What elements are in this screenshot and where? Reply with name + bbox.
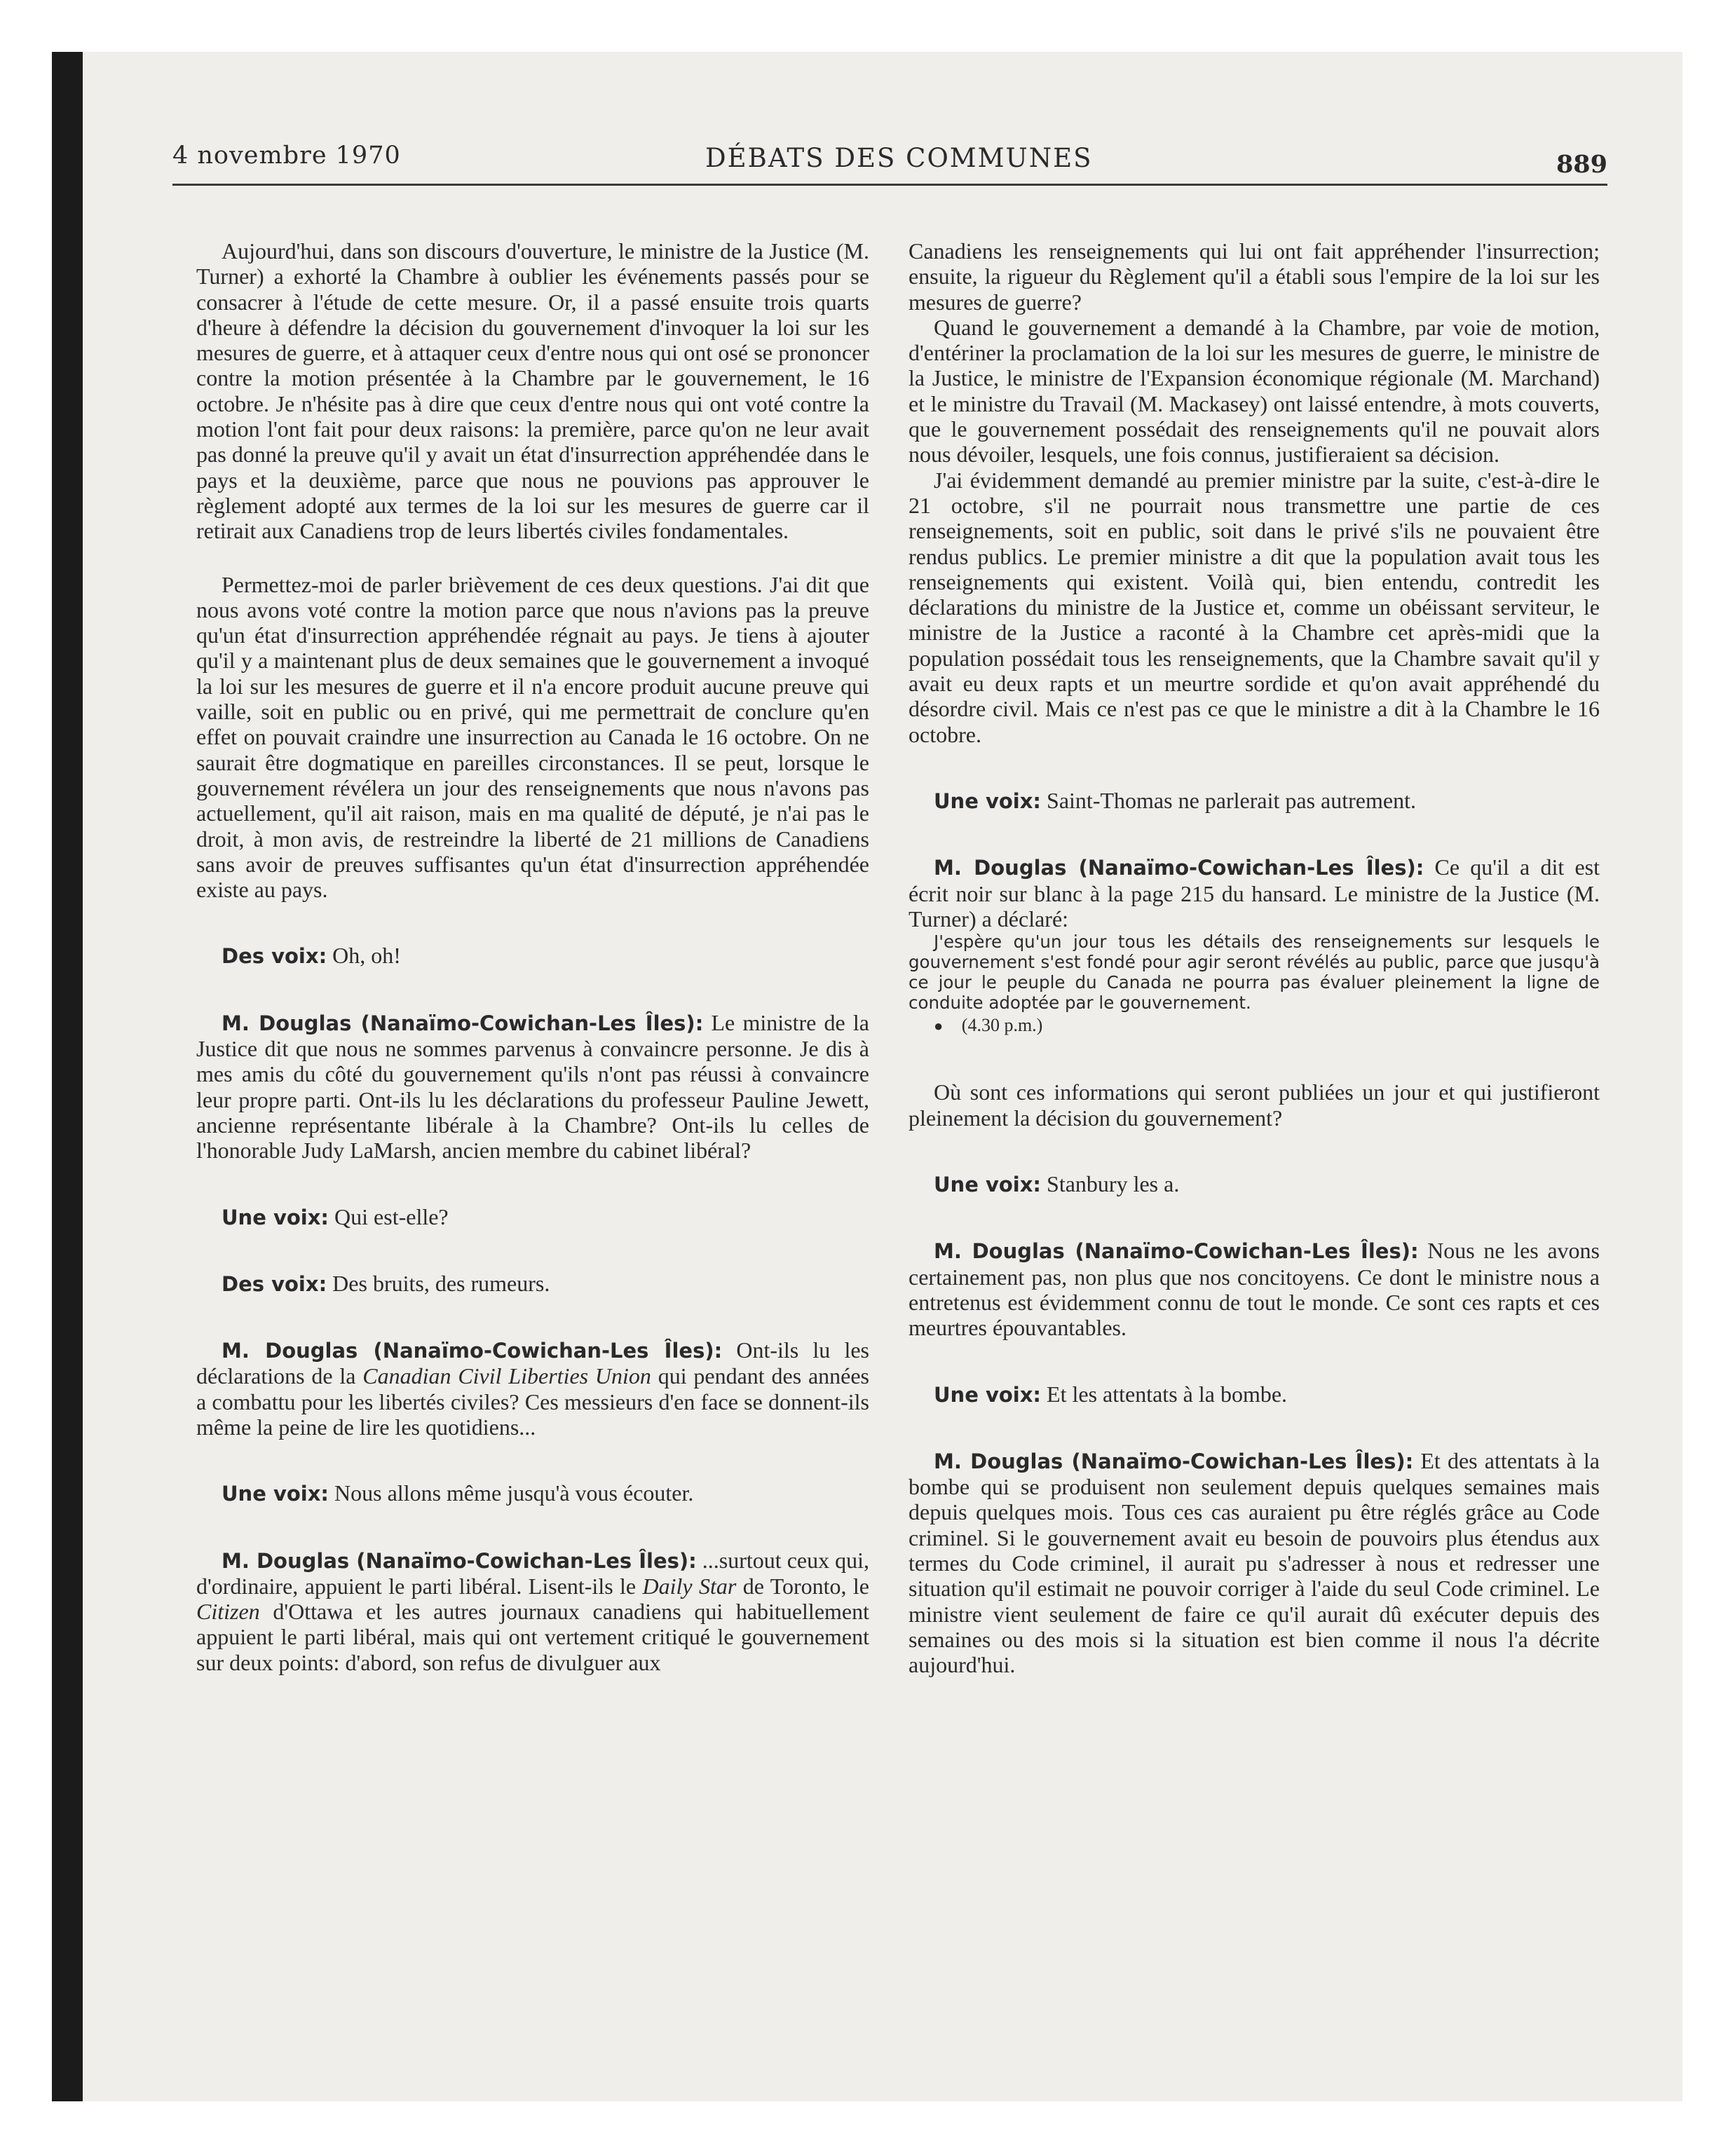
hansard-quote: J'espère qu'un jour tous les détails des renseignements sur lesquels le gouvernement s'est fondé pour agir seront révélés au public, parce que jusqu'à ce jour le peuple du Canada ne pourra pas évaluer pleinement la ligne de conduite adoptée par le gouvernement.: [909, 932, 1600, 1014]
paragraph: Où sont ces informations qui seront publiées un jour et qui justifieront pleinement la décision du gouvernement?: [909, 1079, 1600, 1131]
speech-text: ...surtout ceux qui, d'ordinaire, appuient le parti libéral. Lisent-ils le: [196, 1547, 869, 1599]
left-column: [196, 238, 869, 1675]
header-title: DÉBATS DES COMMUNES: [705, 143, 1093, 173]
speech: [196, 1271, 869, 1297]
speech-text: Et les attentats à la bombe.: [1047, 1381, 1288, 1407]
speech-text: d'Ottawa et les autres journaux canadiens qui habituellement appuient le parti libéral, mais qui ont vertement critiqué le gouvernement sur deux points: d'abord, son refus de divulguer aux: [196, 1599, 870, 1675]
speech-text: Oh, oh!: [332, 943, 401, 969]
scan-edge-shadow: [52, 52, 83, 2101]
speaker-name: Des voix:: [222, 944, 327, 969]
speaker-name: Des voix:: [222, 1271, 327, 1296]
speaker-name: Une voix:: [934, 789, 1042, 813]
speech-italic-text: Citizen: [196, 1599, 260, 1625]
speech: [909, 1381, 1600, 1407]
speech-italic-text: Daily Star: [642, 1573, 737, 1599]
speaker-name: M. Douglas (Nanaïmo-Cowichan-Les Îles):: [934, 1239, 1419, 1264]
speech-italic-text: Canadian Civil Liberties Union: [362, 1363, 651, 1389]
speaker-name: M. Douglas (Nanaïmo-Cowichan-Les Îles):: [222, 1548, 697, 1573]
page-header: [172, 142, 1607, 186]
right-column: [909, 238, 1600, 1677]
time-marker: [909, 1013, 1600, 1039]
speech-text: Le ministre de la Justice dit que nous ne sommes parvenus à convaincre personne. Je dis à mes amis du côté du gouvernement qu'ils n'ont pas réussi à convaincre leur propre parti. Ont-ils lu les déclarations du professeur Pauline Jewett, ancienne représentante libérale à la Chambre? Ont-ils lu celles de l'honorable Judy LaMarsh, ancien membre du cabinet libéral?: [196, 1009, 870, 1164]
speaker-name: M. Douglas (Nanaïmo-Cowichan-Les Îles):: [934, 1449, 1414, 1473]
paragraph: Aujourd'hui, dans son discours d'ouverture, le ministre de la Justice (M. Turner) a exhorté la Chambre à oublier les événements passés pour se consacrer à l'étude de cette mesure. Or, il a passé ensuite trois quarts d'heure à défendre la décision du gouvernement d'invoquer la loi sur les mesures de guerre, et à attaquer ceux d'entre nous qui ont osé se prononcer contre la motion présentée à la Chambre par le gouvernement, le 16 octobre. Je n'hésite pas à dire que ceux d'entre nous qui ont voté contre la motion l'ont fait pour deux raisons: la première, parce qu'on ne leur avait pas donné la preuve qu'il y avait un état d'insurrection appréhendée dans le pays et la deuxième, parce que nous ne pouvions pas approuver le règlement adopté aux termes de la loi sur les mesures de guerre car il retirait aux Canadiens trop de leurs libertés civiles fondamentales.: [196, 238, 869, 544]
page-number: 889: [1556, 150, 1607, 179]
paragraph: Canadiens les renseignements qui lui ont fait appréhender l'insurrection; ensuite, la rigueur du Règlement qu'il a établi sous l'empire de la loi sur les mesures de guerre?: [909, 238, 1600, 315]
time-text: (4.30 p.m.): [961, 1015, 1043, 1036]
speech: [196, 1204, 869, 1230]
speech-text: Ont-ils lu les déclarations de la: [196, 1337, 870, 1389]
speech: [196, 1010, 869, 1164]
paragraph: Permettez-moi de parler brièvement de ces deux questions. J'ai dit que nous avons voté contre la motion parce que nous n'avions pas la preuve qu'un état d'insurrection appréhendée régnait au pays. Je tiens à ajouter qu'il y a maintenant plus de deux semaines que le gouvernement a invoqué la loi sur les mesures de guerre et il n'a encore produit aucune preuve qui vaille, soit en public ou en privé, qui me permettrait de conclure qu'en effet on pouvait craindre une insurrection au Canada le 16 octobre. On ne saurait être dogmatique en pareilles circonstances. Il se peut, lorsque le gouvernement révélera un jour des renseignements que nous n'avons pas actuellement, qu'il ait raison, mais en ma qualité de député, je n'ai pas le droit, à mon avis, de restreindre la liberté de 21 millions de Canadiens sans avoir de preuves suffisantes qu'un état d'insurrection appréhendée existe au pays.: [196, 571, 869, 903]
speech: [909, 788, 1600, 814]
speech: [196, 1337, 869, 1440]
speech-text: Et des attentats à la bombe qui se produisent non seulement depuis quelques semaines mais depuis quelques mois. Tous ces cas auraient pu être réglés grâce au Code criminel. Si le gouvernement avait eu besoin de pouvoirs plus étendus aux termes du Code criminel, il aurait pu s'adresser à nous et redresser une situation qu'il estimait ne pouvoir corriger à l'aide du seul Code criminel. Le ministre vient seulement de faire ce qu'il aurait dû exécuter depuis des semaines ou des mois si la situation est bien comme il nous l'a décrite aujourd'hui.: [909, 1447, 1600, 1678]
speaker-name: M. Douglas (Nanaïmo-Cowichan-Les Îles):: [222, 1011, 704, 1035]
header-date: 4 novembre 1970: [172, 142, 401, 170]
speech-text: Qui est-elle?: [334, 1203, 449, 1229]
speech: [909, 854, 1600, 932]
speaker-name: M. Douglas (Nanaïmo-Cowichan-Les Îles):: [934, 856, 1424, 880]
speaker-name: Une voix:: [934, 1382, 1042, 1407]
speech-text: qui pendant des années a combattu pour les libertés civiles? Ces messieurs d'en face se donnent-ils même la peine de lire les quotidiens...: [196, 1363, 869, 1440]
speaker-name: Une voix:: [222, 1205, 329, 1229]
paragraph: J'ai évidemment demandé au premier ministre par la suite, c'est-à-dire le 21 octobre, s'il ne pourrait nous transmettre une partie de ces renseignements, soit en public, soit dans le privé s'ils ne pouvaient être rendus publics. Le premier ministre a dit que la population avait tous les renseignements qui existent. Voilà qui, bien entendu, contredit les déclarations du ministre de la Justice et, comme un obéissant serviteur, le ministre de la Justice a raconté à la Chambre cet après-midi que la population possédait tous les renseignements, que la Chambre savait qu'il y avait eu deux rapts et un meurtre sordide et qu'on avait appréhendé du désordre civil. Mais ce n'est pas ce que le ministre a dit à la Chambre le 16 octobre.: [909, 467, 1600, 747]
speech-text: Ce qu'il a dit est écrit noir sur blanc à la page 215 du hansard. Le ministre de la Justice (M. Turner) a déclaré:: [909, 854, 1600, 932]
speech-text: Des bruits, des rumeurs.: [332, 1270, 550, 1296]
speech: [909, 1171, 1600, 1197]
speaker-name: M. Douglas (Nanaïmo-Cowichan-Les Îles):: [222, 1339, 723, 1363]
speaker-name: Une voix:: [934, 1173, 1042, 1197]
speech: [196, 1548, 869, 1675]
speech: [196, 943, 869, 969]
speech: [909, 1448, 1600, 1678]
speech: [196, 1480, 869, 1506]
speech-text: Nous ne les avons certainement pas, non plus que nos concitoyens. Ce dont le ministre nous a entretenus est évidemment connu de tout le monde. Ce sont ces rapts et ces meurtres épouvantables.: [909, 1238, 1600, 1341]
speech-text: Stanbury les a.: [1047, 1171, 1180, 1197]
speech-text: Saint-Thomas ne parlerait pas autrement.: [1047, 787, 1416, 813]
speech-text: de Toronto, le: [742, 1573, 870, 1599]
bullet-icon: ●: [934, 1017, 944, 1035]
scanned-page: [52, 52, 1682, 2101]
speech-text: Nous allons même jusqu'à vous écouter.: [334, 1480, 694, 1506]
speaker-name: Une voix:: [222, 1482, 329, 1506]
speech: [909, 1238, 1600, 1340]
paragraph: Quand le gouvernement a demandé à la Chambre, par voie de motion, d'entériner la proclamation de la loi sur les mesures de guerre, le ministre de la Justice, le ministre de l'Expansion économique régionale (M. Marchand) et le ministre du Travail (M. Mackasey) ont laissé entendre, à mots couverts, que le gouvernement possédait des renseignements qu'il ne pouvait alors nous dévoiler, lesquels, une fois connus, justifieraient sa décision.: [909, 314, 1600, 468]
